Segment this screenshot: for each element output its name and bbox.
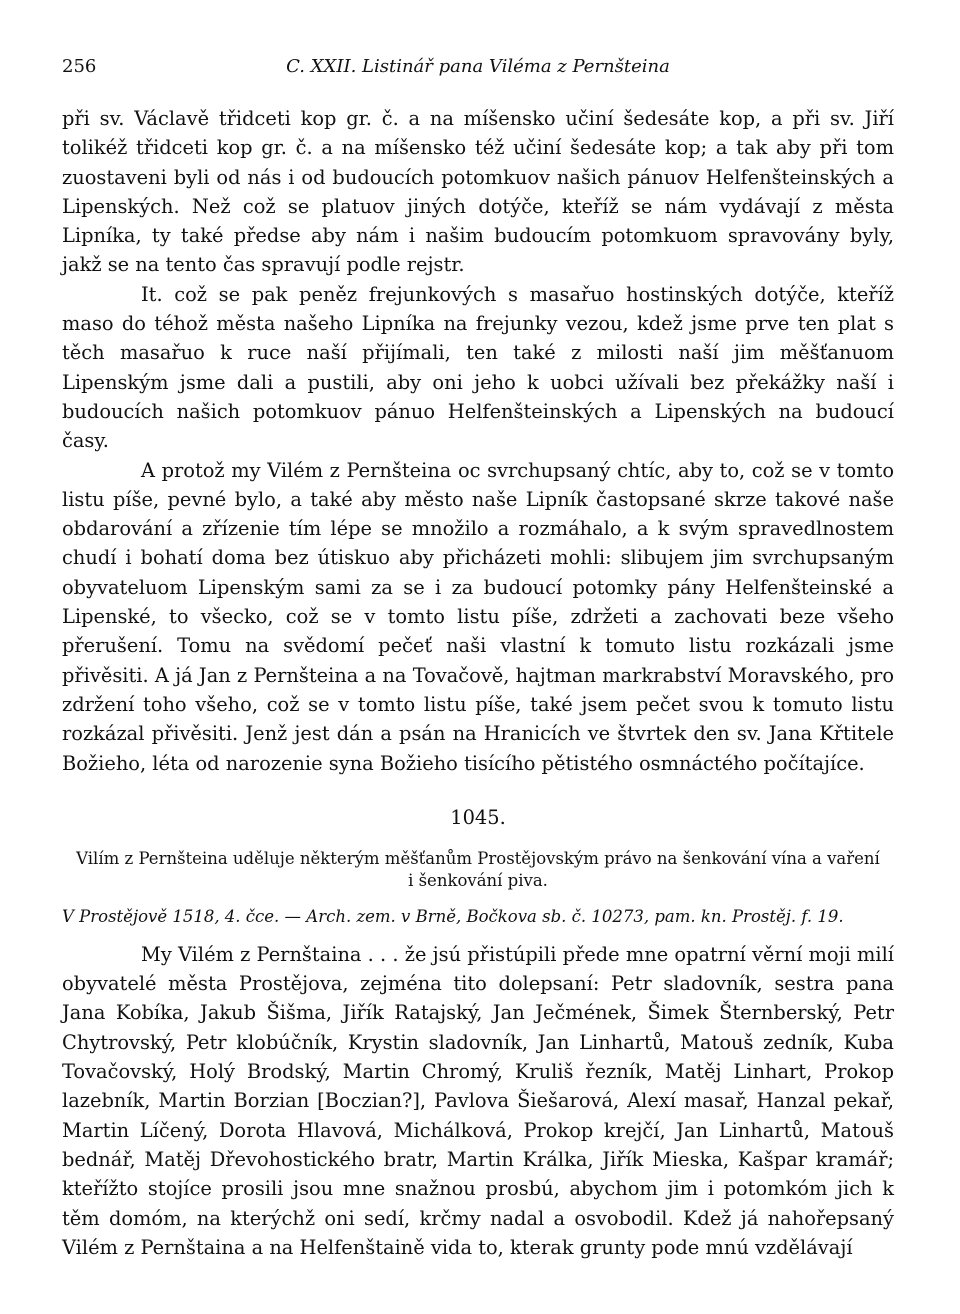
document-page [62, 56, 894, 1262]
page-number: 256 [62, 56, 97, 77]
document-source-note: V Prostějově 1518, 4. čce. — Arch. zem. v Brně, Bočkova sb. č. 10273, pam. kn. Prostěj. f. 19. [62, 906, 844, 926]
running-head [62, 56, 894, 86]
running-title: C. XXII. Listinář pana Viléma z Pernšteina [286, 56, 670, 77]
paragraph: při sv. Václavě třidceti kop gr. č. a na míšensko učiní šedesáte kop, a při sv. Jiří tolikéž třidceti kop gr. č. a na míšensko též učiní šedesáte kop; a tak aby při tom zuostaveni byli od nás i od budoucích potomkuov našich pánuov Helfenšteinských a Lipenských. Než což se platuov jiných dotýče, kteříž se nám vydávají z města Lipníka, ty také předse aby nám i našim budoucím potomkuom spravovány byly, jakž se na tento čas spravují podle rejstr. [62, 107, 894, 277]
paragraph: It. což se pak peněz frejunkových s masařuo hostinských dotýče, kteříž maso do téhož města našeho Lipníka na frejunky vezou, kdež jsme prve ten plat s těch masařuo k ruce naší přijímali, ten také z milosti naší jim měšťanuom Lipenským jsme dali a pustili, aby oni jeho k uobci užívali bez překážky naší i budoucích našich potomkuov pánuo Helfenšteinských a Lipenských na budoucí časy. [62, 282, 894, 453]
document-regest: Vilím z Pernšteina uděluje některým měšťanům Prostějovským právo na šenkování vína a vaření i šenkování piva. [76, 848, 880, 890]
paragraph: My Vilém z Pernštaina . . . že jsú přistúpili přede mne opatrní věrní moji milí obyvatelé města Prostějova, zejména tito dolepsaní: Petr sladovník, sestra pana Jana Kobíka, Jakub Šišma, Jiřík Ratajský, Jan Ječmének, Šimek Šternberský, Petr Chytrovský, Petr klobúčník, Krystin sladovník, Jan Linhartů, Matouš zedník, Kuba Tovačovský, Holý Brodský, Martin Chromý, Kruliš řezník, Matěj Linhart, Prokop lazebník, Martin Borzian [Boczian?], Pavlova Šiešarová, Alexí masař, Hanzal pekař, Martin Líčený, Dorota Hlavová, Michálková, Prokop krejčí, Jan Linhartů, Matouš bednář, Matěj Dřevohostického bratr, Martin Králka, Jiřík Mieska, Kašpar kramář; kteřížto stojíce prosili jsou mne snažnou prosbú, abychom jim i potomkóm jich k těm domóm, na kterýchž oni sedí, krčmy nadal a osvobodil. Kdež já nahořepsaný Vilém z Pernštaina a na Helfenštaině vida to, kterak grunty pode mnú vzdělávají [62, 942, 894, 1259]
paragraph: A protož my Vilém z Pernšteina oc svrchupsaný chtíc, aby to, což se v tomto listu píše, pevné bylo, a také aby město naše Lipník častopsané skrze takové naše obdarování a zřízenie tím lépe se množilo a rozmáhalo, a k svým spravedlnostem chudí i bohatí doma bez útiskuo aby přicházeti mohli: slibujem jim svrchupsaným obyvateluom Lipenským sami za se i za budoucí potomky pány Helfenšteinské a Lipenské, to všecko, což se v tomto listu píše, zdržeti a zachovati beze všeho přerušení. Tomu na svědomí pečeť naši vlastní k tomuto listu rozkázali jsme přivěsiti. A já Jan z Pernšteina a na Tovačově, hajtman markrabství Moravského, pro zdržení toho všeho, což se v tomto listu píše, také jsem pečet svou k tomuto listu rozkázal přivěsiti. Jenž jest dán a psán na Hranicích ve štvrtek den sv. Jana Křtitele Božieho, léta od narozenie syna Božieho tisícího pětistého osmnáctého počítajíce. [62, 458, 894, 775]
continuation-text [62, 104, 894, 778]
document-number: 1045. [450, 805, 506, 829]
document-text [62, 940, 894, 1262]
